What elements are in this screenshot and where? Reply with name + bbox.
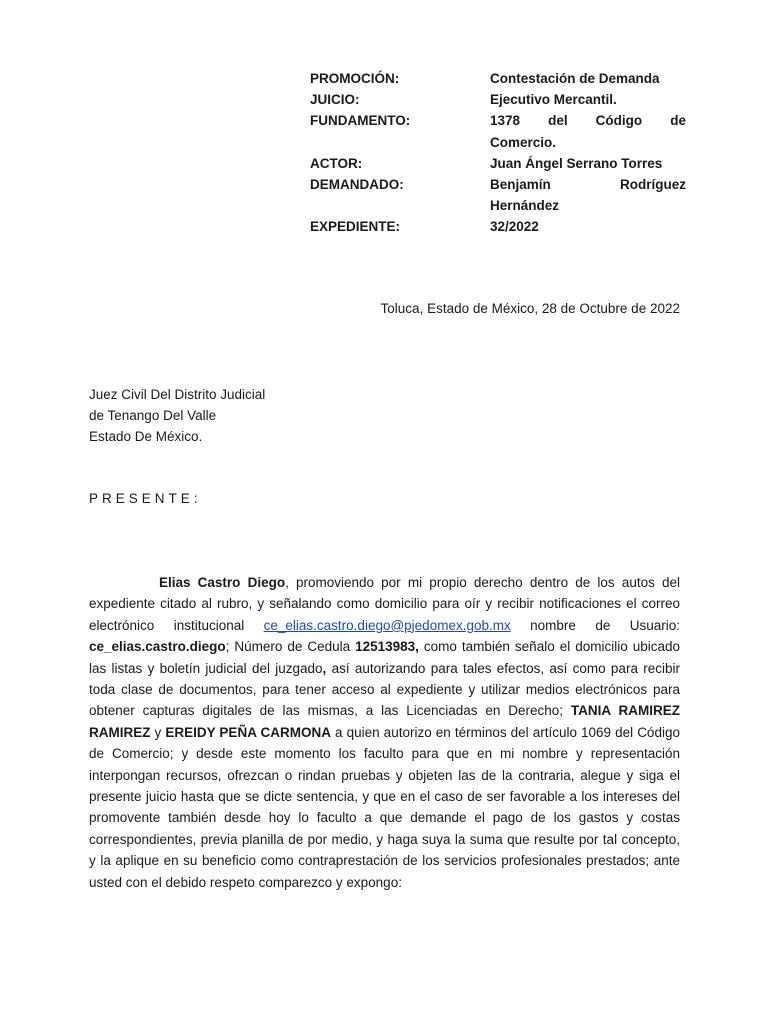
header-row-promocion xyxy=(310,68,686,89)
header-value xyxy=(490,110,686,152)
header-row-expediente xyxy=(310,216,686,237)
header-value xyxy=(490,174,686,216)
header-value: 32/2022 xyxy=(490,219,539,235)
body-text: nombre de Usuario: xyxy=(510,617,681,633)
header-value-line: Hernández xyxy=(490,198,560,214)
presente-heading: PRESENTE: xyxy=(89,491,202,506)
username: ce_elias.castro.diego xyxy=(89,639,226,655)
header-row-demandado xyxy=(310,174,686,216)
header-value: Contestación de Demanda xyxy=(490,71,660,86)
promovente-name: Elias Castro Diego xyxy=(159,575,286,590)
body-text: así autorizando para tales efectos, así como para recibir toda clase de documentos, para tener acceso al expediente y utilizar medios electrónicos para obtener capturas digitales de las mismas, a las Licenciadas en Derecho; xyxy=(89,660,680,719)
cedula-number: 12513983, xyxy=(355,639,419,655)
recipient-line: Juez Civil Del Distrito Judicial xyxy=(89,387,266,402)
header-value: Juan Ángel Serrano Torres xyxy=(490,155,663,171)
recipient-line: Estado De México. xyxy=(89,429,203,445)
header-row-actor xyxy=(310,153,686,174)
lawyer-name: EREIDY PEÑA CARMONA xyxy=(165,724,331,740)
header-row-juicio xyxy=(310,89,686,110)
header-row-fundamento xyxy=(310,110,686,152)
header-value-line: Benjamín Rodríguez xyxy=(490,177,686,193)
header-label: FUNDAMENTO: xyxy=(310,113,411,129)
header-label: PROMOCIÓN: xyxy=(310,71,400,86)
body-text: ; Número de Cedula xyxy=(225,639,356,655)
body-text: y xyxy=(150,724,166,740)
body-text: , promoviendo por mi propio derecho dentro de los autos del expediente citado al rubro, y señalando como domicilio para oír y recibir notificaciones el correo electrónico institucional xyxy=(89,575,680,633)
body-text: como también señalo el domicilio ubicado las listas y boletín judicial del juzgado xyxy=(89,639,680,676)
header-label: EXPEDIENTE: xyxy=(310,219,401,235)
header-value-line: 1378 del Código de xyxy=(490,113,686,129)
header-value: Ejecutivo Mercantil. xyxy=(490,92,617,108)
place-date: Toluca, Estado de México, 28 de Octubre de 2022 xyxy=(380,301,680,316)
recipient-line: de Tenango Del Valle xyxy=(89,408,217,424)
body-paragraph xyxy=(89,572,680,893)
bold-comma: , xyxy=(322,660,327,676)
header-label: DEMANDADO: xyxy=(310,177,404,193)
lawyer-name: TANIA RAMIREZ RAMIREZ xyxy=(89,703,680,740)
header-label: ACTOR: xyxy=(310,155,363,171)
email-link[interactable]: ce_elias.castro.diego@pjedomex.gob.mx xyxy=(263,617,511,633)
body-text: a quien autorizo en términos del artículo 1069 del Código de Comercio; y desde este momento los faculto para que en mi nombre y representación interpongan recursos, ofrezcan o rindan pruebas y objeten las de la contraria, alegue y siga el presente juicio hasta que se dicte sentencia, y que en el caso de ser favorable a los intereses del promovente también desde hoy lo faculto a que demande el pago de los gastos y costas correspondientes, previa planilla de por medio, y haga suya la suma que resulte por tal concepto, y la aplique en su beneficio como contraprestación de los servicios profesionales prestados; ante usted con el debido respeto comparezco y expongo: xyxy=(89,724,680,890)
case-header xyxy=(310,68,686,238)
header-label: JUICIO: xyxy=(310,92,360,108)
recipient-block xyxy=(89,384,265,448)
header-value-line: Comercio. xyxy=(490,134,557,150)
